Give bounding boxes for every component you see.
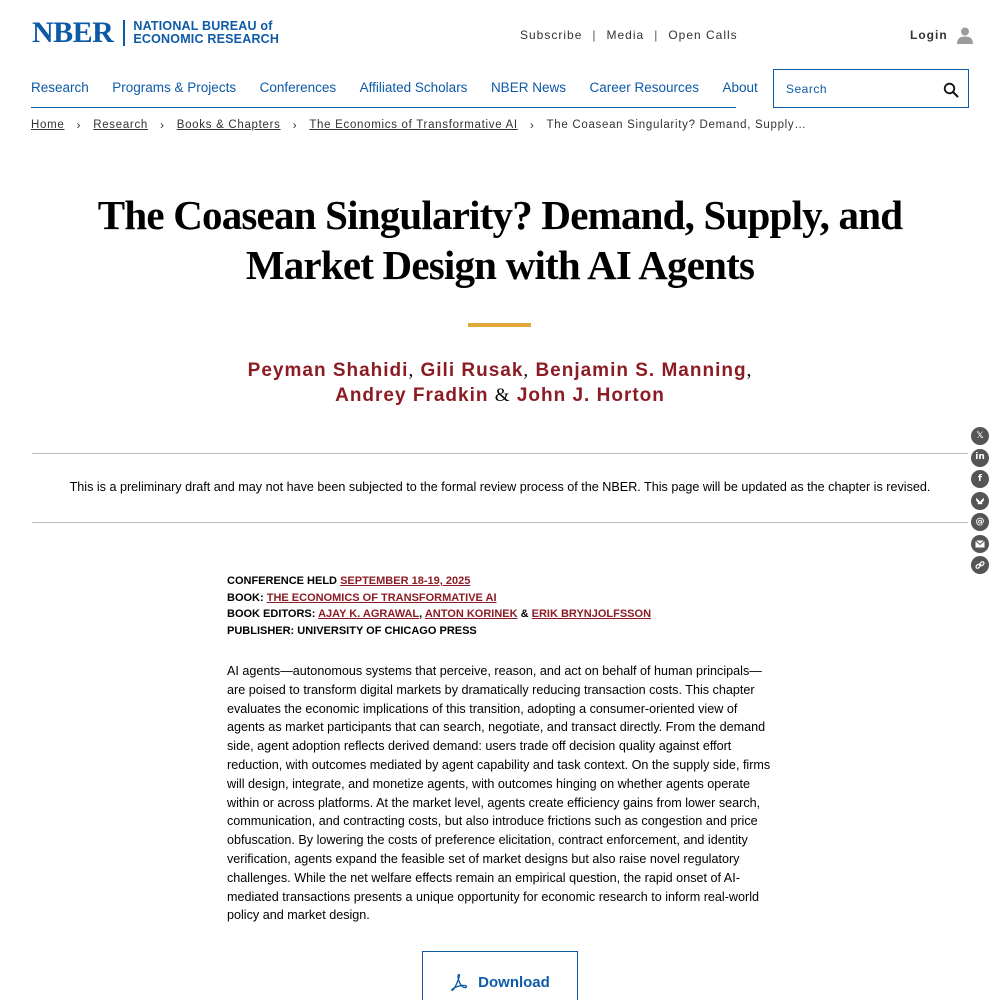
divider	[32, 522, 968, 523]
chevron-right-icon: ›	[160, 118, 165, 132]
author-link[interactable]: Peyman Shahidi	[247, 360, 409, 381]
nav-item-conferences[interactable]: Conferences	[259, 80, 337, 95]
nav-item-affiliated-scholars[interactable]: Affiliated Scholars	[359, 80, 468, 95]
title-line2: Market Design with AI Agents	[245, 242, 755, 288]
link-icon[interactable]	[971, 556, 989, 574]
login-button[interactable]	[910, 26, 974, 44]
nav-item-nber-news[interactable]: NBER News	[490, 80, 566, 95]
logo-line1: NATIONAL BUREAU of	[133, 19, 273, 33]
editor-separator: &	[520, 608, 529, 620]
email-icon[interactable]	[971, 535, 989, 553]
editor-link[interactable]: ANTON KORINEK	[424, 608, 518, 620]
main-nav	[31, 80, 758, 108]
author-link[interactable]: Gili Rusak	[420, 360, 524, 381]
book-label: BOOK:	[227, 591, 264, 604]
conference-row	[227, 573, 767, 590]
facebook-icon[interactable]: f	[971, 470, 989, 488]
nav-item-research[interactable]: Research	[31, 80, 89, 95]
util-separator: |	[592, 28, 597, 42]
utility-nav	[520, 28, 738, 42]
author-link[interactable]: John J. Horton	[516, 385, 665, 406]
book-title-link[interactable]: THE ECONOMICS OF TRANSFORMATIVE AI	[266, 591, 497, 604]
author-separator: ,	[408, 360, 415, 381]
user-icon	[956, 26, 974, 44]
book-row	[227, 590, 767, 607]
author-separator: ,	[746, 360, 753, 381]
breadcrumb-books-chapters[interactable]: Books & Chapters	[176, 119, 281, 131]
title-divider	[468, 323, 531, 327]
util-separator: |	[654, 28, 659, 42]
conference-label: CONFERENCE HELD	[227, 575, 338, 587]
linkedin-icon[interactable]: in	[971, 449, 989, 467]
draft-disclaimer: This is a preliminary draft and may not have been subjected to the formal review process of the NBER. This page will be updated as the chapter is revised.	[69, 480, 931, 494]
editors-label: BOOK EDITORS:	[227, 608, 316, 620]
x-icon[interactable]: 𝕏	[971, 427, 989, 445]
breadcrumb-current: The Coasean Singularity? Demand, Supply…	[546, 119, 807, 131]
breadcrumb-book[interactable]: The Economics of Transformative AI	[309, 119, 518, 131]
util-link-media[interactable]: Media	[606, 28, 645, 42]
bluesky-icon[interactable]	[971, 492, 989, 510]
author-separator: &	[494, 385, 511, 406]
util-link-subscribe[interactable]: Subscribe	[520, 28, 583, 42]
logo-line2: ECONOMIC RESEARCH	[133, 32, 280, 46]
page-title	[40, 190, 960, 290]
pdf-icon	[450, 973, 468, 991]
nav-item-career-resources[interactable]: Career Resources	[589, 80, 699, 95]
chevron-right-icon: ›	[292, 118, 298, 132]
chevron-right-icon: ›	[529, 118, 535, 132]
author-link[interactable]: Benjamin S. Manning	[535, 360, 747, 381]
chapter-meta	[227, 573, 767, 639]
author-list	[100, 358, 900, 408]
breadcrumb-home[interactable]: Home	[31, 119, 65, 131]
search-input[interactable]	[786, 82, 936, 96]
title-line1: The Coasean Singularity? Demand, Supply, and	[97, 192, 903, 238]
breadcrumb-research[interactable]: Research	[93, 119, 149, 131]
editor-separator: ,	[419, 608, 423, 620]
logo-text	[133, 20, 279, 46]
social-share-bar	[971, 427, 989, 578]
util-link-open-calls[interactable]: Open Calls	[668, 28, 738, 42]
conference-date-link[interactable]: SEPTEMBER 18-19, 2025	[340, 575, 471, 587]
divider	[32, 453, 968, 454]
login-label: Login	[910, 28, 948, 42]
editors-row	[227, 606, 767, 623]
breadcrumb	[31, 118, 807, 132]
publisher-row: PUBLISHER: UNIVERSITY OF CHICAGO PRESS	[227, 624, 477, 637]
author-link[interactable]: Andrey Fradkin	[335, 385, 489, 406]
nber-logo[interactable]	[32, 18, 279, 48]
editor-link[interactable]: AJAY K. AGRAWAL	[318, 608, 420, 620]
abstract: AI agents—autonomous systems that perceive, reason, and act on behalf of human principals—are poised to transform digital markets by dramatically reducing transaction costs. This chapter evaluates the economic implications of this transition, adopting a consumer-oriented view of agents as market participants that can search, negotiate, and transact directly. From the demand side, agent adoption reflects derived demand: users trade off decision quality against effort reduction, with outcomes mediated by agent capability and task context. On the supply side, firms will design, integrate, and monetize agents, with outcomes hinging on whether agents operate within or across platforms. At the market level, agents create efficiency gains from lower search, communication, and contracting costs, but also introduce frictions such as congestion and price obfuscation. By lowering the costs of preference elicitation, contract enforcement, and identity verification, agents expand the feasible set of market designs but also raise novel regulatory challenges. While the net welfare effects remain an empirical question, the rapid onset of AI-mediated transactions presents a unique opportunity for economic research to inform real-world policy and market design.	[227, 664, 771, 923]
download-label: Download	[478, 974, 550, 991]
author-separator: ,	[523, 360, 530, 381]
search-box	[773, 69, 969, 108]
chevron-right-icon: ›	[76, 118, 82, 132]
download-button[interactable]	[422, 951, 578, 1000]
search-icon[interactable]	[943, 82, 959, 98]
logo-mark: NBER	[32, 16, 114, 49]
nav-item-about[interactable]: About	[722, 80, 758, 95]
editor-link[interactable]: ERIK BRYNJOLFSSON	[531, 608, 652, 620]
logo-divider	[123, 20, 125, 46]
threads-icon[interactable]: @	[971, 513, 989, 531]
nav-item-programs-projects[interactable]: Programs & Projects	[112, 80, 237, 95]
